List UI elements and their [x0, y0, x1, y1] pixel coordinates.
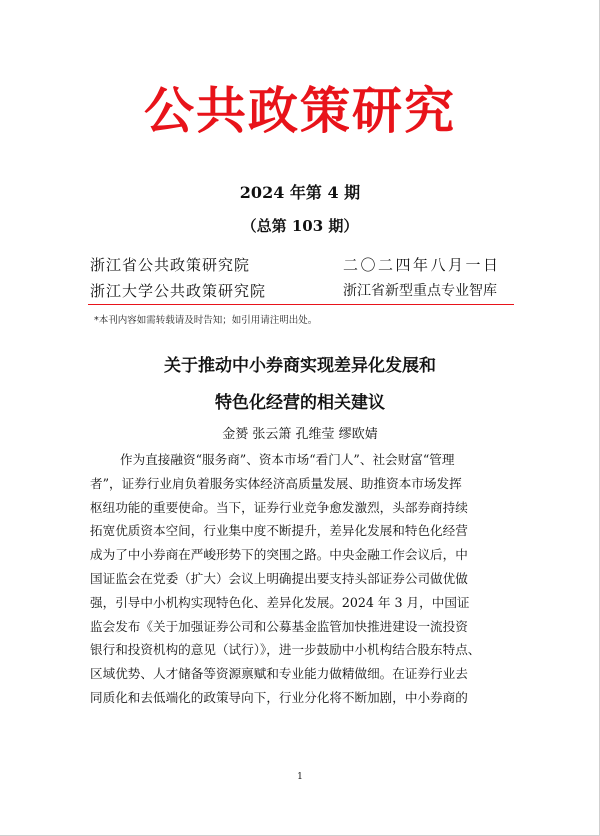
think-tank-label: 浙江省新型重点专业智库: [343, 283, 497, 299]
body-line: 国证监会在党委（扩大）会议上明确提出要支持头部证券公司做优做: [90, 570, 468, 586]
publisher-institute-1: 浙江省公共政策研究院: [90, 256, 251, 274]
masthead-divider: [88, 304, 514, 305]
body-line: 区域优势、人才储备等资源禀赋和专业能力做精做细。在证券行业去: [90, 666, 468, 682]
article-title-line-1: 关于推动中小券商实现差异化发展和: [164, 356, 436, 376]
article-title-line-2: 特色化经营的相关建议: [215, 393, 385, 413]
publication-date: 二〇二四年八月一日: [343, 256, 501, 274]
body-line: 监会发布《关于加强证券公司和公募基金监管加快推进建设一流投资: [90, 618, 468, 634]
page-number: 1: [297, 772, 303, 782]
journal-title: 公共政策研究: [144, 81, 456, 140]
article-authors: 金赟 张云箫 孔维莹 缪欧婧: [222, 427, 378, 442]
body-line: 枢纽功能的重要使命。当下，证券行业竞争愈发激烈，头部券商持续: [90, 499, 468, 515]
article-body: [90, 448, 510, 710]
body-line: 同质化和去低端化的政策导向下，行业分化将不断加剧，中小券商的: [90, 689, 468, 705]
body-line: 作为直接融资“服务商”、资本市场“看门人”、社会财富“管理: [120, 452, 455, 467]
publisher-institute-2: 浙江大学公共政策研究院: [90, 282, 267, 300]
reprint-notice: *本刊内容如需转载请及时告知；如引用请注明出处。: [94, 315, 318, 326]
issue-number: 2024 年第 4 期: [239, 183, 361, 202]
body-line: 银行和投资机构的意见（试行）》，进一步鼓励中小机构结合股东特点、: [90, 642, 481, 658]
total-issue-number: （总第 103 期）: [241, 217, 359, 235]
body-line: 者”，证券行业肩负着服务实体经济高质量发展、助推资本市场发挥: [90, 475, 462, 491]
body-line: 强，引导中小机构实现特色化、差异化发展。2024 年 3 月，中国证: [90, 594, 470, 610]
body-line: 成为了中小券商在严峻形势下的突围之路。中央金融工作会议后，中: [90, 547, 468, 563]
body-line: 拓宽优质资本空间，行业集中度不断提升，差异化发展和特色化经营: [90, 523, 468, 539]
